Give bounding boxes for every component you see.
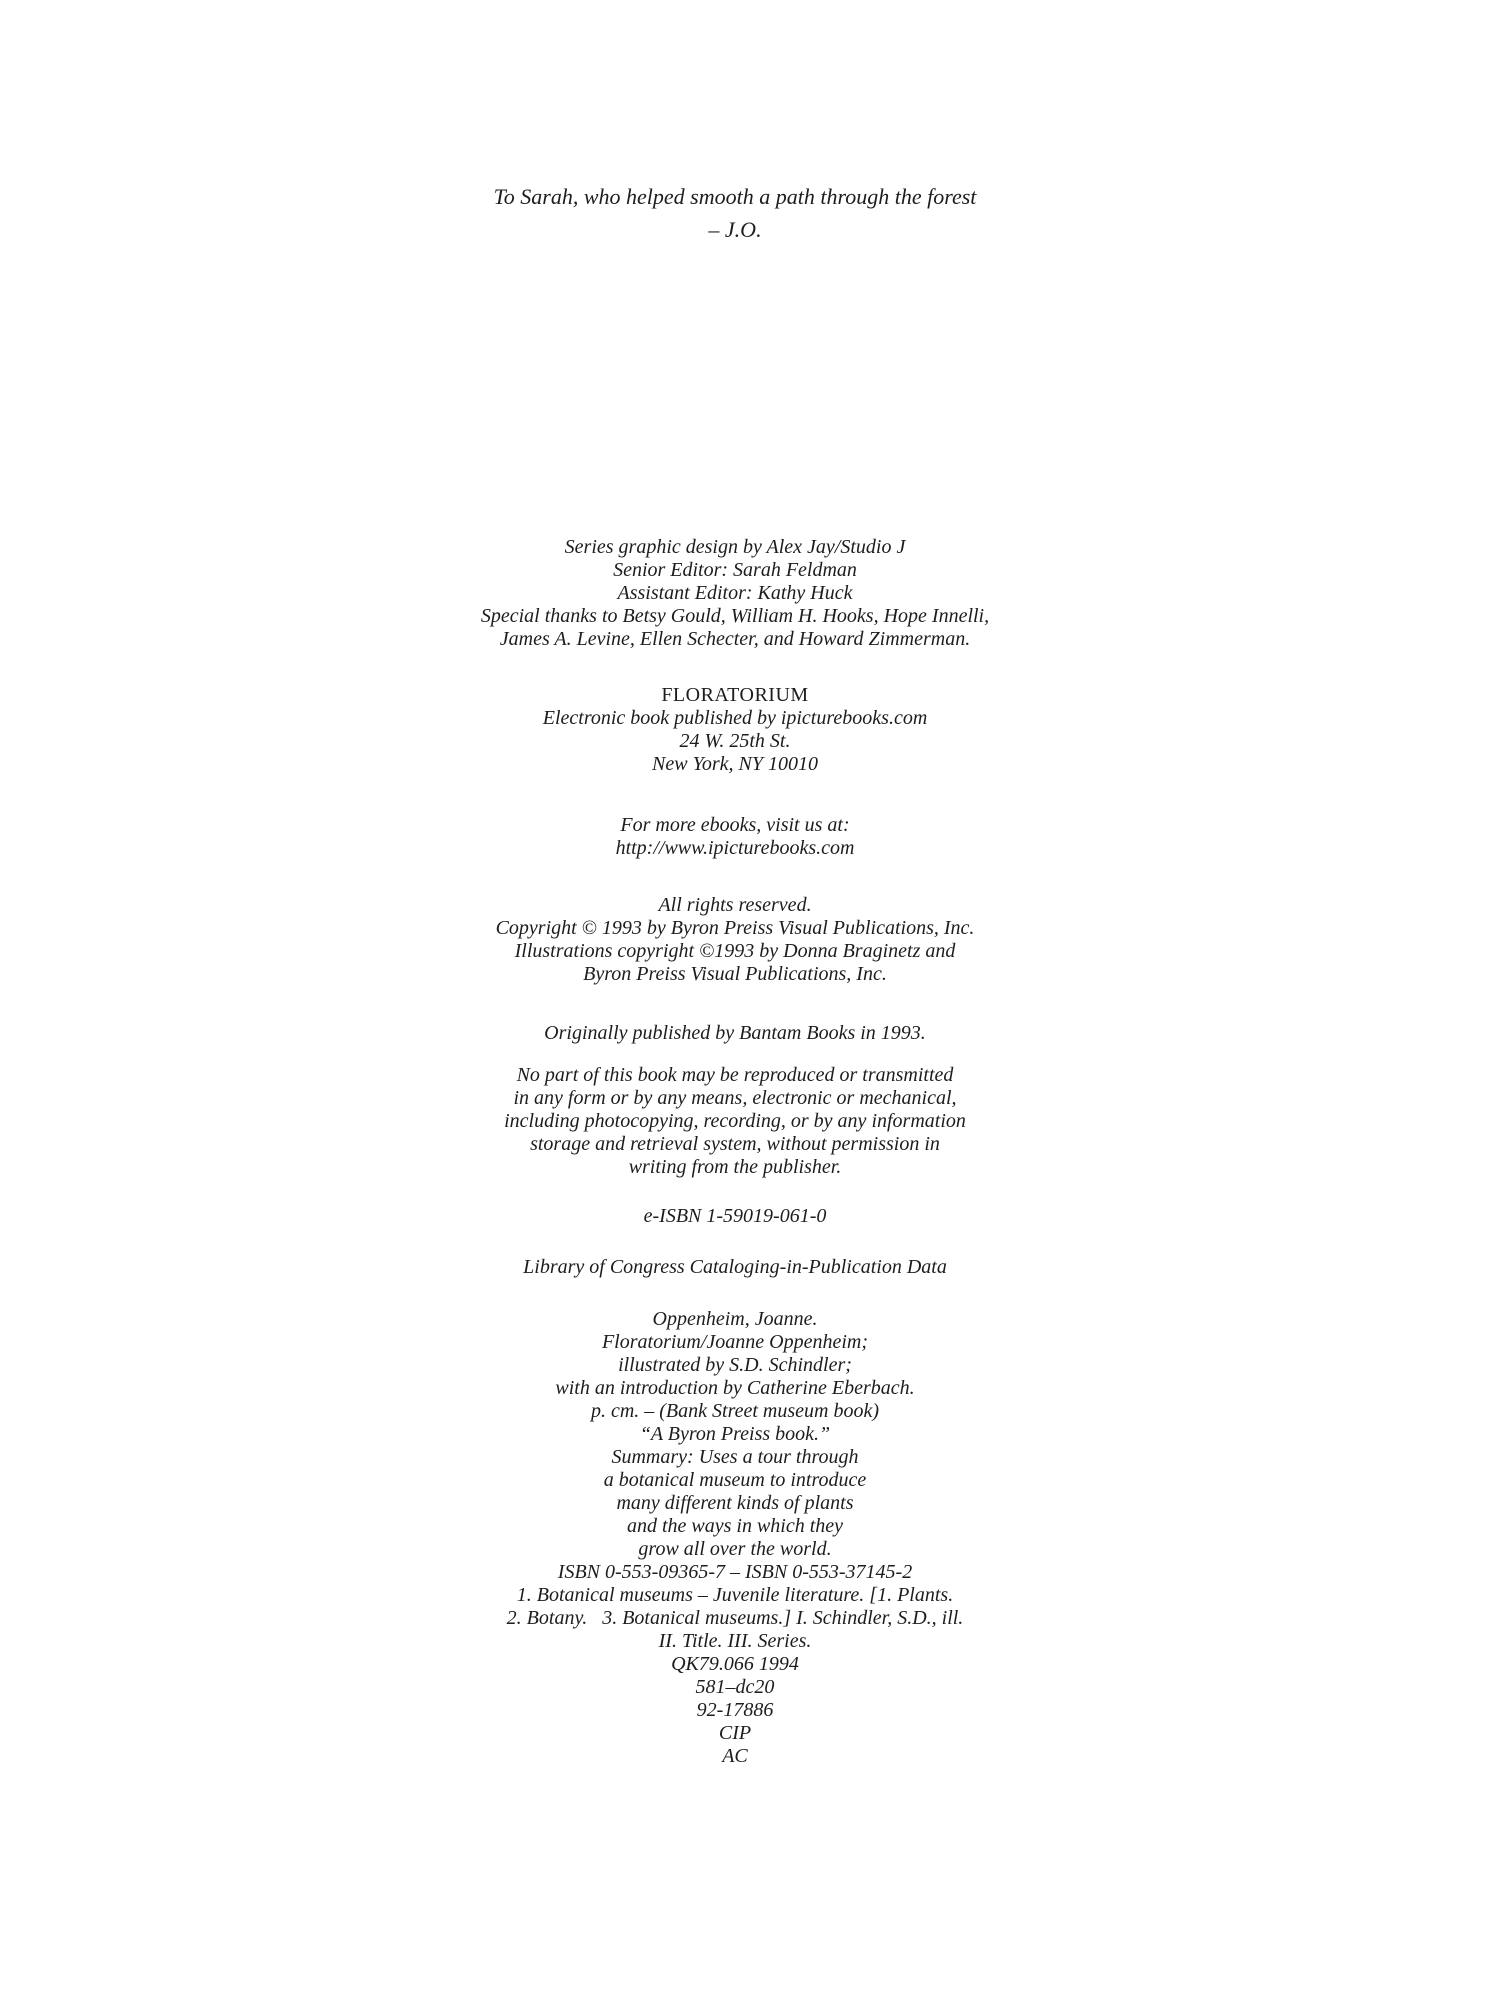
text-line: Oppenheim, Joanne. xyxy=(652,1308,818,1330)
text-line: For more ebooks, visit us at: xyxy=(620,814,850,836)
text-line: writing from the publisher. xyxy=(628,1156,842,1178)
text-line: Summary: Uses a tour through xyxy=(611,1446,859,1468)
text-line: CIP xyxy=(718,1722,752,1744)
text-line: Series graphic design by Alex Jay/Studio J xyxy=(564,536,906,558)
loc-cataloging-heading xyxy=(0,1256,1470,1279)
text-line: ISBN 0-553-09365-7 – ISBN 0-553-37145-2 xyxy=(557,1561,913,1583)
text-line: Copyright © 1993 by Byron Preiss Visual Publications, Inc. xyxy=(495,917,975,939)
text-line: grow all over the world. xyxy=(638,1538,832,1560)
dedication-text: To Sarah, who helped smooth a path through the forest xyxy=(493,184,977,209)
eisbn-number: e-ISBN 1-59019-061-0 xyxy=(643,1205,827,1227)
text-line: illustrated by S.D. Schindler; xyxy=(618,1354,852,1376)
text-line: Floratorium/Joanne Oppenheim; xyxy=(601,1331,869,1353)
text-line: many different kinds of plants xyxy=(616,1492,854,1514)
text-line: All rights reserved. xyxy=(658,894,812,916)
text-line: storage and retrieval system, without permission in xyxy=(530,1133,940,1155)
imprint-title: FLORATORIUM xyxy=(661,684,809,706)
ebook-promo-section xyxy=(0,814,1470,860)
text-line: AC xyxy=(722,1745,748,1767)
dedication-signature: – J.O. xyxy=(708,217,762,242)
text-line: “A Byron Preiss book.” xyxy=(639,1423,831,1445)
text-line: QK79.066 1994 xyxy=(671,1653,799,1675)
text-line: Byron Preiss Visual Publications, Inc. xyxy=(583,963,887,985)
text-line: Assistant Editor: Kathy Huck xyxy=(617,582,853,604)
text-line: Electronic book published by ipicturebooks.com xyxy=(542,707,928,729)
publisher-address xyxy=(0,707,1470,776)
eisbn-section xyxy=(0,1205,1470,1228)
text-line: http://www.ipicturebooks.com xyxy=(615,837,855,859)
text-line: Senior Editor: Sarah Feldman xyxy=(613,559,857,581)
credits-section xyxy=(0,536,1470,651)
loc-cataloging-heading-text: Library of Congress Cataloging-in-Publication Data xyxy=(523,1256,947,1278)
text-line: 2. Botany. 3. Botanical museums.] I. Schindler, S.D., ill. xyxy=(506,1607,964,1629)
text-line: Illustrations copyright ©1993 by Donna Braginetz and xyxy=(514,940,956,962)
original-publication xyxy=(0,1022,1470,1045)
text-line: including photocopying, recording, or by any information xyxy=(504,1110,966,1132)
text-line: and the ways in which they xyxy=(626,1515,844,1537)
text-line: Special thanks to Betsy Gould, William H. Hooks, Hope Innelli, xyxy=(480,605,990,627)
text-line: 92-17886 xyxy=(696,1699,774,1721)
text-line: II. Title. III. Series. xyxy=(658,1630,812,1652)
text-line: No part of this book may be reproduced or transmitted xyxy=(516,1064,954,1086)
permissions-notice xyxy=(0,1064,1470,1179)
text-line: James A. Levine, Ellen Schecter, and Howard Zimmerman. xyxy=(499,628,971,650)
original-publication-text: Originally published by Bantam Books in 1993. xyxy=(544,1022,926,1044)
text-line: p. cm. – (Bank Street museum book) xyxy=(590,1400,880,1422)
text-line: 24 W. 25th St. xyxy=(679,730,791,752)
text-line: New York, NY 10010 xyxy=(652,753,818,775)
text-line: a botanical museum to introduce xyxy=(603,1469,867,1491)
text-line: 581–dc20 xyxy=(695,1676,775,1698)
cip-record xyxy=(0,1308,1470,1768)
publisher-section xyxy=(0,684,1470,776)
text-line: 1. Botanical museums – Juvenile literature. [1. Plants. xyxy=(516,1584,954,1606)
text-line: with an introduction by Catherine Eberbach. xyxy=(555,1377,915,1399)
copyright-section xyxy=(0,894,1470,986)
text-line: in any form or by any means, electronic or mechanical, xyxy=(513,1087,957,1109)
dedication xyxy=(0,180,1470,246)
